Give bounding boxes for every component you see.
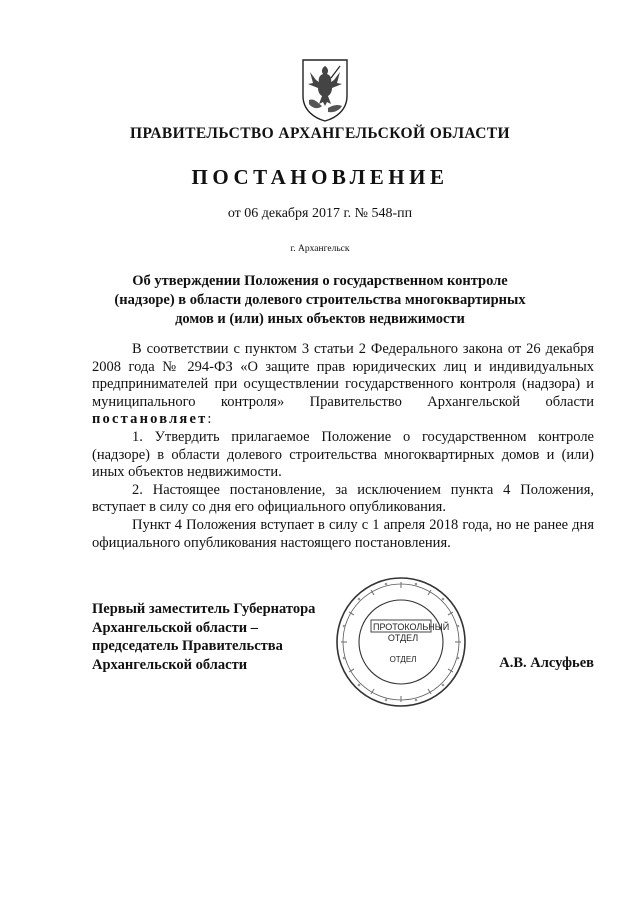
signer-position-line: Архангельской области –	[92, 619, 258, 636]
intro-paragraph	[92, 341, 594, 429]
document-city: г. Архангельск	[290, 244, 350, 254]
item-3-paragraph: Пункт 4 Положения вступает в силу с 1 апреля 2018 года, но не ранее дня официального опубликования настоящего постановления.	[92, 516, 594, 551]
organization-name: ПРАВИТЕЛЬСТВО АРХАНГЕЛЬСКОЙ ОБЛАСТИ	[129, 125, 510, 142]
title-line: домов и (или) иных объектов недвижимости	[175, 311, 465, 327]
signer-position-line: Архангельской области	[92, 656, 248, 673]
signer-position	[92, 600, 352, 674]
document-body	[92, 341, 594, 552]
document-type: ПОСТАНОВЛЕНИЕ	[191, 165, 449, 189]
title-line: (надзоре) в области долевого строительства многоквартирных	[114, 292, 526, 308]
item-2-paragraph: 2. Настоящее постановление, за исключением пункта 4 Положения, вступает в силу со дня его официального опубликования.	[92, 481, 594, 516]
item-1-paragraph: 1. Утвердить прилагаемое Положение о государственном контроле (надзоре) в области долевого строительства многоквартирных домов и (или) иных объектов недвижимости.	[92, 428, 594, 481]
intro-text: В соответствии с пунктом 3 статьи 2 Федерального закона от 26 декабря 2008 года № 294-ФЗ «О защите прав юридических лиц и индивидуальных предпринимателей при осуществлении государственного контроля (надзора) и муниципального контроля» Правительство Архангельской области	[92, 341, 594, 410]
stamp-label	[373, 622, 450, 644]
document-date-number: от 06 декабря 2017 г. № 548-пп	[227, 206, 413, 221]
signer-position-line: председатель Правительства	[92, 638, 283, 654]
stamp-label-line: ОТДЕЛ	[387, 633, 419, 643]
stamp-label-line: ПРОТОКОЛЬНЫЙ	[373, 622, 450, 632]
signer-position-line: Первый заместитель Губернатора	[92, 601, 316, 617]
decree-colon: :	[207, 411, 212, 428]
decree-word: постановляет	[92, 411, 208, 428]
document-title	[110, 272, 530, 329]
signer-name: А.В. Алсуфьев	[499, 655, 594, 671]
title-line: Об утверждении Положения о государственном контроле	[132, 273, 508, 289]
stamp-bottom-label: ОТДЕЛ	[389, 655, 417, 664]
arkhangelsk-coat-of-arms-icon	[300, 58, 350, 122]
